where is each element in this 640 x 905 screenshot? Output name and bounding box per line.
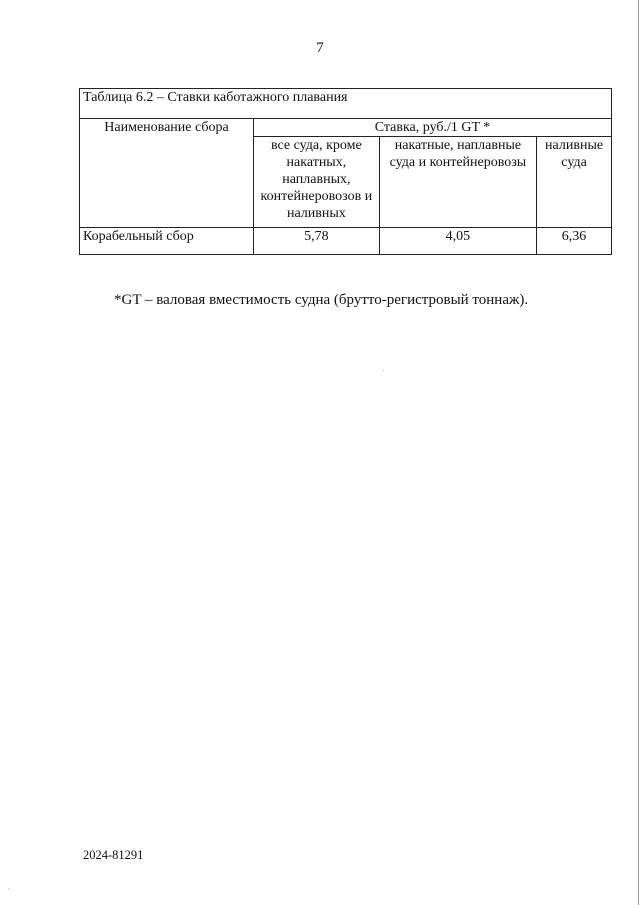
fee-name-header: Наименование сбора [80,119,254,228]
table-header-row [80,119,612,137]
row-value-tankers: 6,36 [537,228,612,255]
table-caption: Таблица 6.2 – Ставки каботажного плавания [80,89,612,119]
row-value-all-vessels: 5,78 [254,228,380,255]
document-number: 2024-81291 [83,848,144,862]
rate-header: Ставка, руб./1 GT * [254,119,612,137]
rates-table [79,88,612,255]
scan-speck [383,370,384,371]
row-value-ro-ro-container: 4,05 [379,228,536,255]
scan-speck [8,888,9,889]
subheader-all-vessels: все суда, кроме накатных, наплавных, контейнеровозов и наливных [254,137,380,228]
subheader-ro-ro-container: накатные, наплавные суда и контейнеровозы [379,137,536,228]
table-caption-row [80,89,612,119]
table-row [80,228,612,255]
page-number: 7 [316,40,324,56]
row-fee-name: Корабельный сбор [80,228,254,255]
page-edge [638,0,639,905]
footnote: *GT – валовая вместимость судна (брутто-регистровый тоннаж). [114,292,529,308]
subheader-tankers: наливные суда [537,137,612,228]
